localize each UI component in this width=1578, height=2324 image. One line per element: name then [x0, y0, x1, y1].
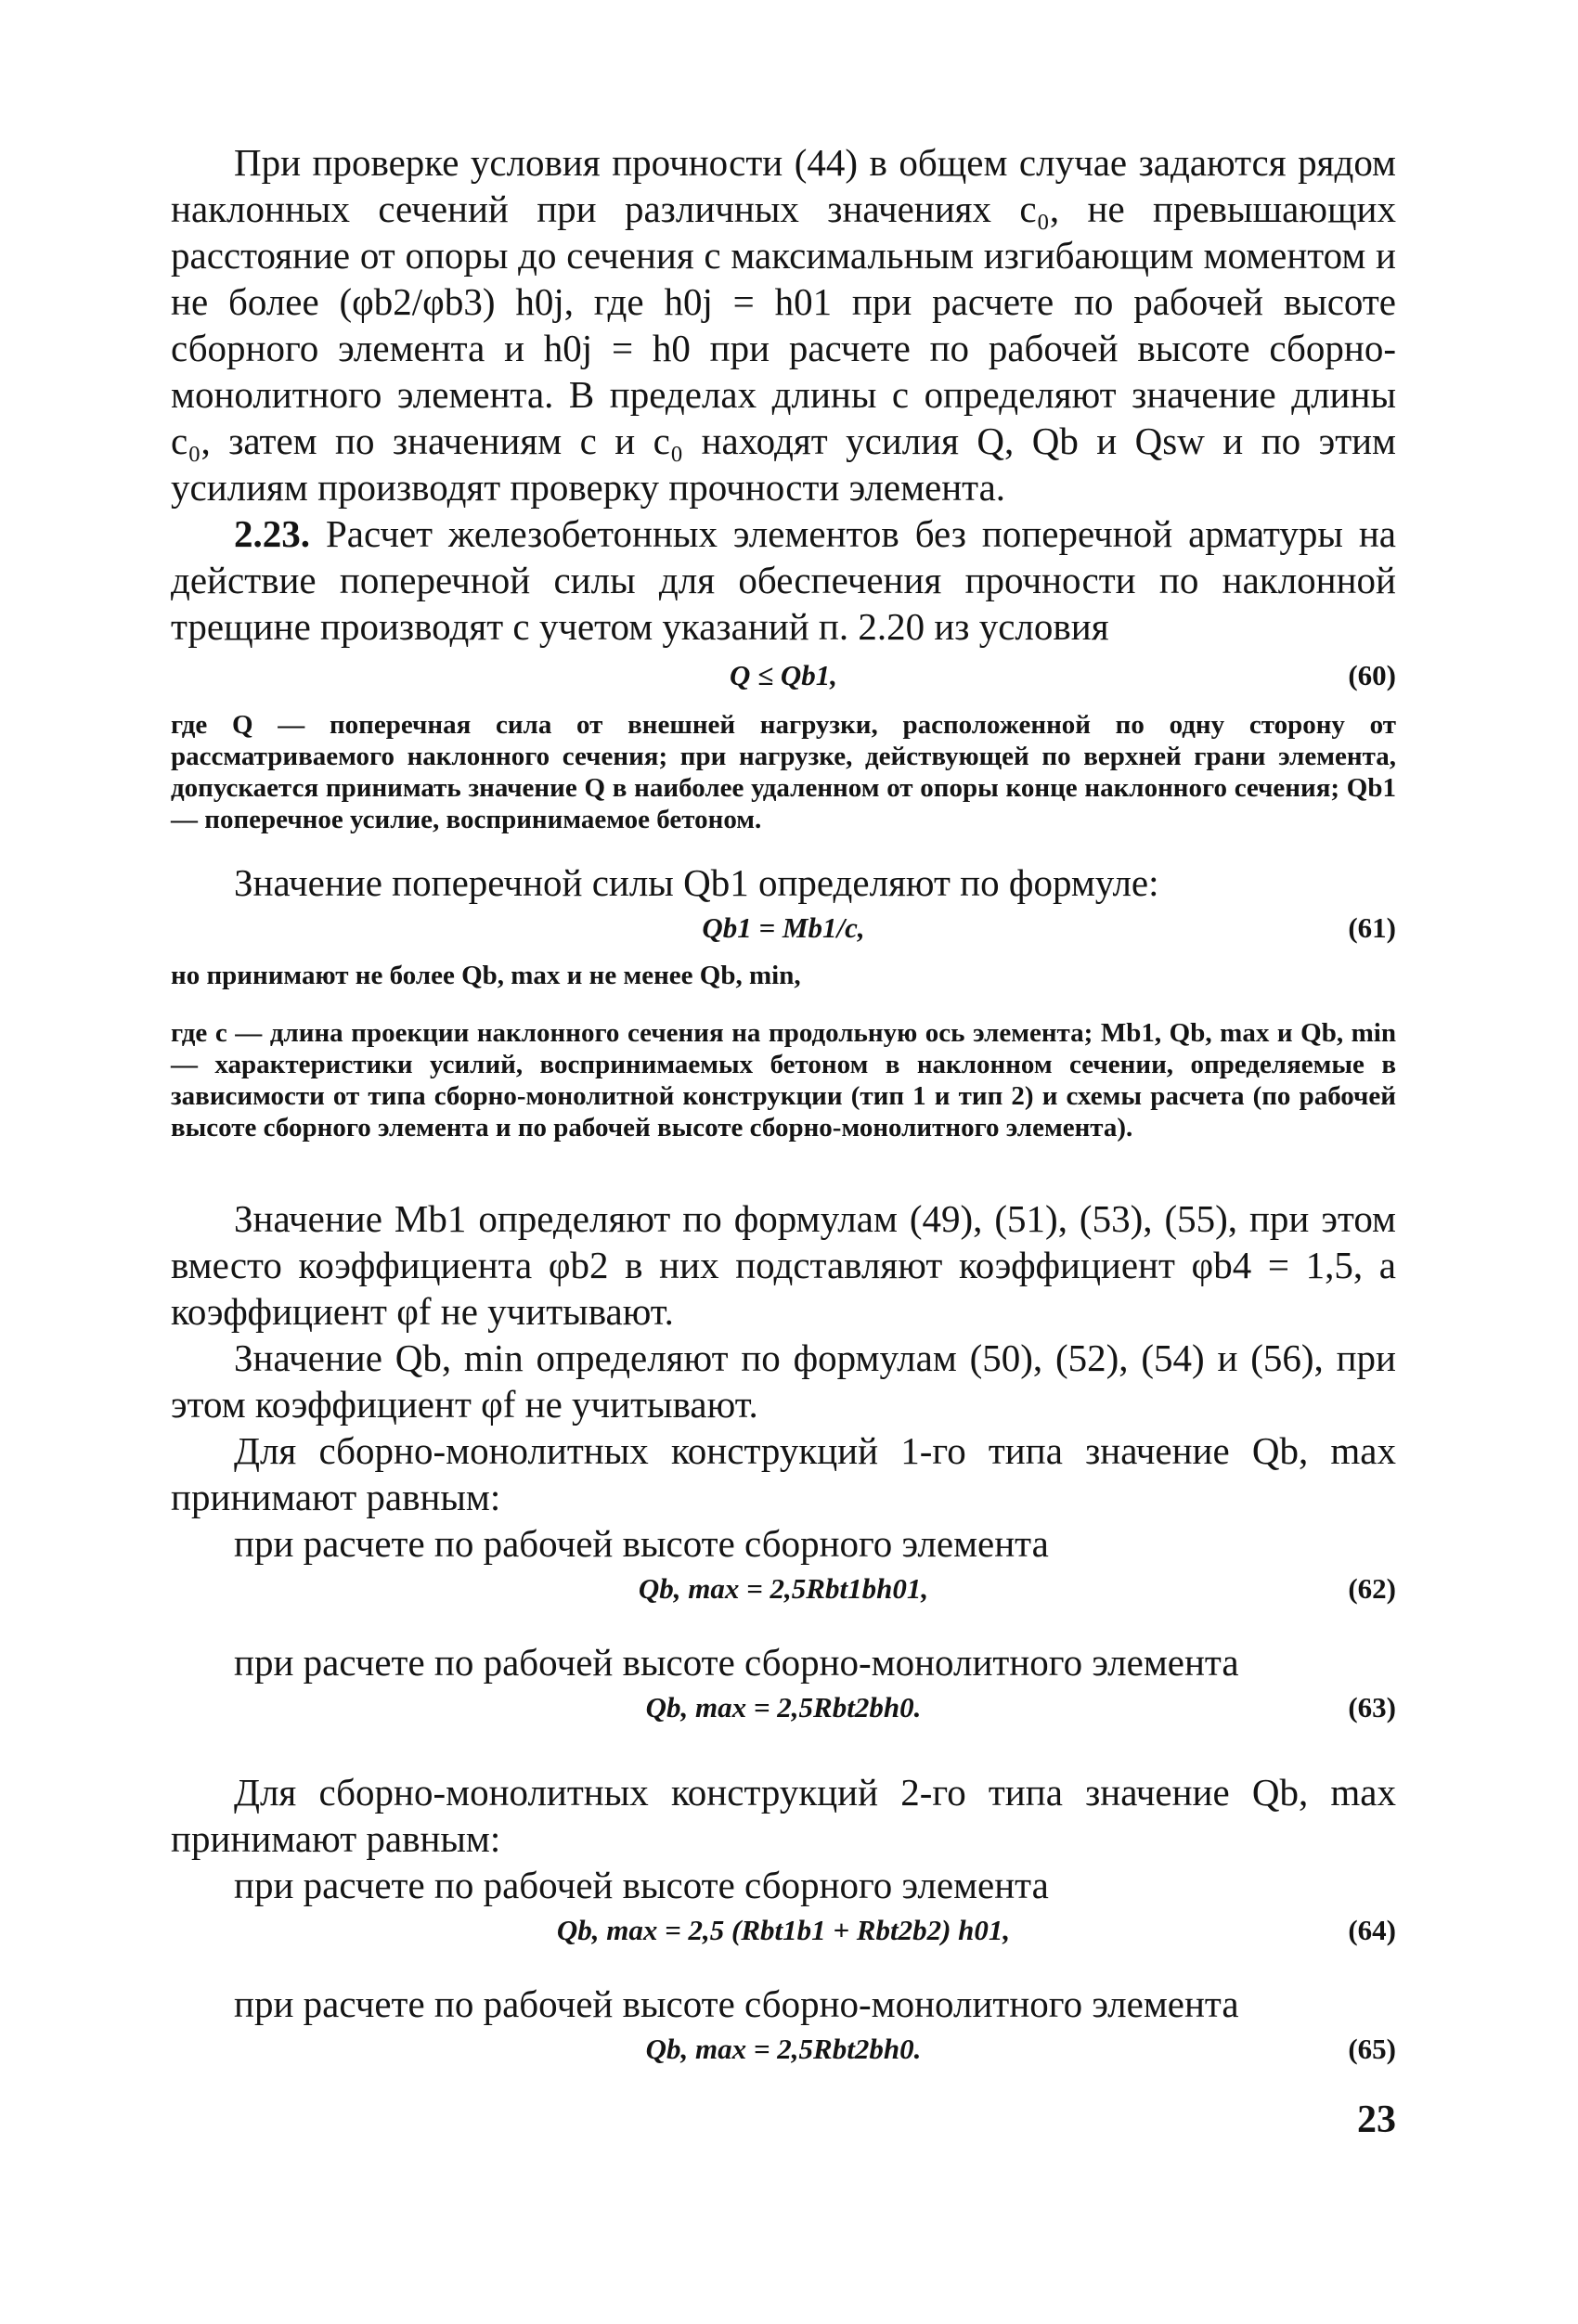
formula-60-number: (60): [1348, 659, 1396, 691]
formula-60-expression: Q ≤ Qb1,: [729, 659, 838, 691]
paragraph-qb1-intro: [171, 859, 1396, 906]
paragraph-type1-composite: [171, 1639, 1396, 1685]
formula-62-number: (62): [1348, 1572, 1396, 1605]
paragraph-qb-min: [171, 1335, 1396, 1427]
formula-63: [171, 1685, 1396, 1730]
section-number: 2.23.: [234, 512, 310, 555]
paragraph-type1-composite-text: при расчете по рабочей высоте сборно-монолитного элемента: [234, 1641, 1239, 1684]
paragraph-mb1-text: Значение Mb1 определяют по формулам (49), (51), (53), (55), при этом вместо коэффициента φb2 в них подставляют коэффициент φb4 = 1,5, а коэффициент φf не учитывают.: [171, 1197, 1396, 1333]
paragraph-type2-composite-text: при расчете по рабочей высоте сборно-монолитного элемента: [234, 1982, 1239, 2025]
paragraph-type2-precast-text: при расчете по рабочей высоте сборного элемента: [234, 1864, 1049, 1906]
paragraph-qb-min-text: Значение Qb, min определяют по формулам (50), (52), (54) и (56), при этом коэффициент φf не учитывают.: [171, 1336, 1396, 1426]
formula-65: [171, 2027, 1396, 2072]
formula-63-number: (63): [1348, 1691, 1396, 1724]
page-content: [171, 139, 1396, 2072]
formula-65-number: (65): [1348, 2033, 1396, 2065]
paragraph-2-23: [171, 510, 1396, 650]
formula-60: [171, 653, 1396, 698]
paragraph-type2-precast: [171, 1862, 1396, 1908]
formula-65-expression: Qb, max = 2,5Rbt2bh0.: [645, 2033, 922, 2065]
formula-62: [171, 1567, 1396, 1611]
paragraph-type1-precast: [171, 1520, 1396, 1567]
paragraph-type2: [171, 1769, 1396, 1862]
page-number: 23: [1357, 2098, 1396, 2141]
formula-61-expression: Qb1 = Mb1/c,: [702, 911, 865, 944]
formula-61-number: (61): [1348, 911, 1396, 944]
paragraph-mb1: [171, 1195, 1396, 1335]
note-c-definition: где c — длина проекции наклонного сечения на продольную ось элемента; Mb1, Qb, max и Qb, min — характеристики усилий, воспринимаемых бетоном в наклонном сечении, определяемые в зависимости от типа сборно-монолитной конструкции (тип 1 и тип 2) и схемы расчета (по рабочей высоте сборного элемента и по рабочей высоте сборно-монолитного элемента).: [171, 1018, 1396, 1143]
formula-64-expression: Qb, max = 2,5 (Rbt1b1 + Rbt2b2) h01,: [556, 1914, 1011, 1946]
paragraph-type2-composite: [171, 1981, 1396, 2027]
formula-63-expression: Qb, max = 2,5Rbt2bh0.: [645, 1691, 922, 1724]
paragraph-strength-check: [171, 139, 1396, 510]
formula-61: [171, 906, 1396, 950]
paragraph-type1-precast-text: при расчете по рабочей высоте сборного элемента: [234, 1522, 1049, 1565]
note-limits: но принимают не более Qb, max и не менее Qb, min,: [171, 961, 801, 990]
paragraph-type1: [171, 1427, 1396, 1520]
formula-64-number: (64): [1348, 1914, 1396, 1946]
paragraph-2-23-text: Расчет железобетонных элементов без поперечной арматуры на действие поперечной силы для обеспечения прочности по наклонной трещине производят с учетом указаний п. 2.20 из условия: [171, 512, 1396, 648]
note-q-definition: где Q — поперечная сила от внешней нагрузки, расположенной по одну сторону от рассматриваемого наклонного сечения; при нагрузке, действующей по верхней грани элемента, допускается принимать значение Q в наиболее удаленном от опоры конце наклонного сечения; Qb1 — поперечное усилие, воспринимаемое бетоном.: [171, 710, 1396, 834]
paragraph-qb1-intro-text: Значение поперечной силы Qb1 определяют по формуле:: [234, 861, 1159, 904]
paragraph-type2-text: Для сборно-монолитных конструкций 2-го типа значение Qb, max принимают равным:: [171, 1771, 1396, 1860]
formula-64: [171, 1908, 1396, 1953]
formula-62-expression: Qb, max = 2,5Rbt1bh01,: [638, 1572, 929, 1605]
paragraph-strength-check-text: При проверке условия прочности (44) в общем случае задаются рядом наклонных сечений при различных значениях c₀, не превышающих расстояние от опоры до сечения с максимальным изгибающим моментом и не более (φb2/φb3) h0j, где h0j = h01 при расчете по рабочей высоте сборного элемента и h0j = h0 при расчете по рабочей высоте сборно-монолитного элемента. В пределах длины c определяют значение длины c₀, затем по значениям c и c₀ находят усилия Q, Qb и Qsw и по этим усилиям производят проверку прочности элемента.: [171, 141, 1396, 509]
paragraph-type1-text: Для сборно-монолитных конструкций 1-го типа значение Qb, max принимают равным:: [171, 1429, 1396, 1518]
